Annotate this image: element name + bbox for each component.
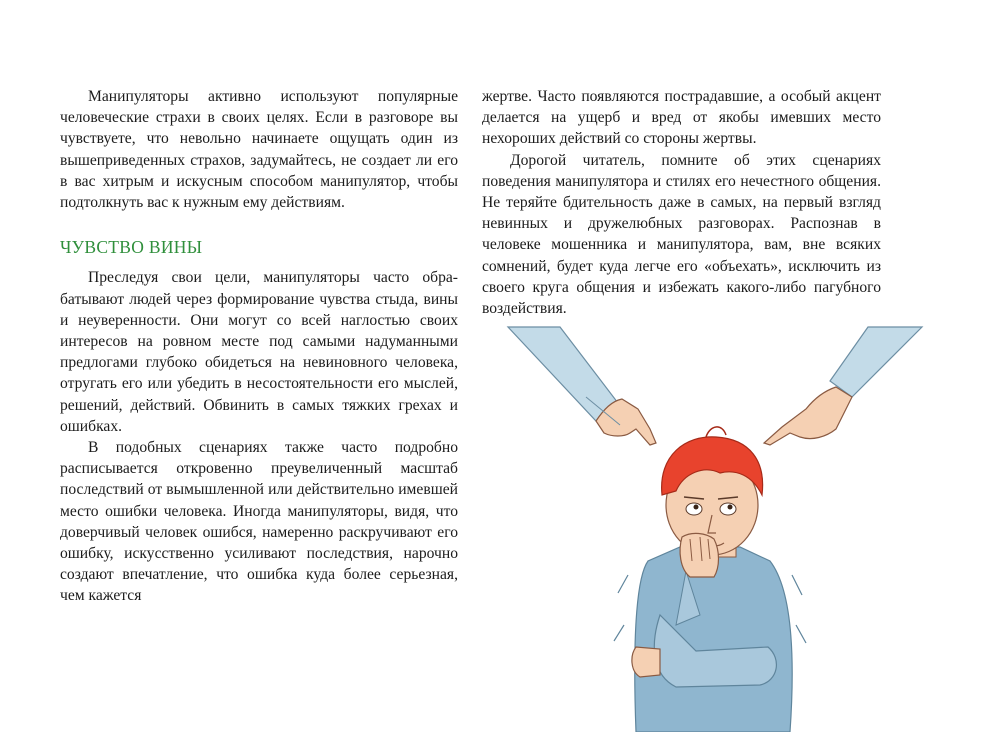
paragraph: В подобных сценариях также часто подробно расписывается откровенно преувеличенный масштаб последствий от вымышленной или действительно имевшей место ошибки человека. Иногда манипуляторы, видя, что доверчивый человек ошибся, намеренно раскручивают его ошибку, искусственно усиливают последствия, нарочно создают впечатление, что ошибка куда более серьезная, чем кажется xyxy=(60,439,458,605)
paragraph: жертве. Часто появляются пострадавшие, а особый акцент делается на ущерб и вред от якобы имевших место нехороших действий со стороны жертвы. xyxy=(482,88,881,148)
left-column xyxy=(60,86,458,607)
right-accusing-hand xyxy=(764,327,922,445)
paragraph: Дорогой читатель, помните об этих сценариях поведения манипулятора и стилях его нечестного общения. Не теряйте бдительность даже в самых, на первый взгляд невинных и дружелюбных разговорах. Распознав в человеке мошенника и манипулятора, вам, вне всяких сомнений, будет куда легче его «объехать», исключить из своего круга общения и избежать какого-либо пагубного воздействия. xyxy=(482,151,881,318)
left-accusing-hand xyxy=(508,327,656,445)
hand-on-chin xyxy=(680,533,718,577)
section-heading: ЧУВСТВО ВИНЫ xyxy=(60,237,203,258)
guilt-illustration xyxy=(500,325,930,732)
hand-on-arm xyxy=(632,647,660,677)
person-head xyxy=(662,427,763,555)
right-column xyxy=(482,86,881,319)
paragraph: Манипуляторы активно используют популярные человеческие страхи в своих целях. Если в разговоре вы чувствуете, что невольно начинаете ощущать один из вышеприведенных страхов, задумайтесь, не создает ли его в вас хитрым и искусным способом манипулятор, чтобы подтолкнуть вас к нужным ему действиям. xyxy=(60,88,458,212)
paragraph: Преследуя свои цели, манипуляторы часто обрабатывают людей через формирование чувства стыда, вины и неуверенности. Они могут со всей наглостью своих интересов на ровном месте под самыми надуманными предлогами глубоко обидеться на невиновного человека, отругать его или убедить в несостоятельности его мыслей, решений, действий. Обвинить в самых тяжких грехах и ошибках. xyxy=(60,269,458,435)
